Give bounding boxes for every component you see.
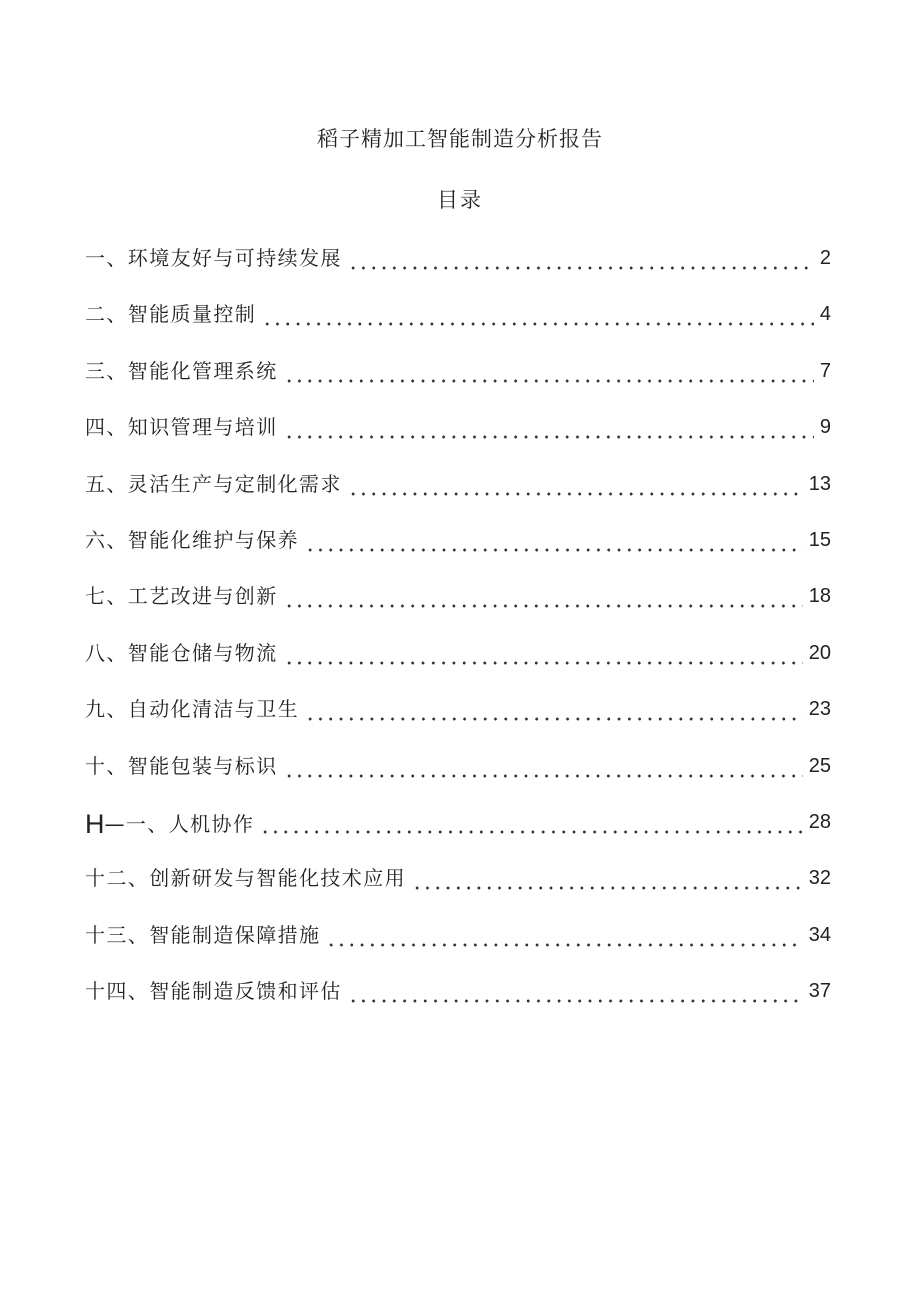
toc-page-number: 2 xyxy=(819,247,831,269)
toc-page-number: 20 xyxy=(808,641,831,664)
toc-dot-leader xyxy=(284,356,814,386)
toc-entry[interactable] xyxy=(85,694,831,750)
toc-entry-label: 四、知识管理与培训 xyxy=(85,415,278,440)
toc-entry-label: 十三、智能制造保障措施 xyxy=(85,922,321,947)
toc-page-number: 34 xyxy=(808,923,831,946)
toc-dot-leader xyxy=(348,469,803,499)
toc-dot-leader xyxy=(284,638,803,668)
toc-entry-label: 八、智能仓储与物流 xyxy=(85,640,278,665)
toc-entry-label: 三、智能化管理系统 xyxy=(85,358,278,383)
toc-entry-label-prefix: H xyxy=(85,808,105,839)
toc-dot-leader xyxy=(262,299,814,329)
toc-entry[interactable] xyxy=(85,243,831,299)
toc-entry-label: 十二、创新研发与智能化技术应用 xyxy=(85,866,406,891)
toc-entry-label: 十四、智能制造反馈和评估 xyxy=(85,979,342,1004)
toc-entry-label xyxy=(85,807,254,839)
toc-entry-label: 九、自动化清洁与卫生 xyxy=(85,697,299,722)
toc-entry[interactable] xyxy=(85,356,831,412)
toc-dot-leader xyxy=(348,243,814,273)
toc-dot-leader xyxy=(284,412,814,442)
toc-heading: 目录 xyxy=(437,188,483,212)
document-title: 稻子精加工智能制造分析报告 xyxy=(317,127,603,151)
toc-page-number: 37 xyxy=(808,980,831,1003)
toc-entry[interactable] xyxy=(85,299,831,355)
toc-entry[interactable] xyxy=(85,976,831,1032)
toc-dot-leader xyxy=(305,694,803,724)
toc-entry[interactable] xyxy=(85,751,831,807)
toc-entry[interactable] xyxy=(85,412,831,468)
toc-entry[interactable] xyxy=(85,638,831,694)
toc-entry-label-text: —一、人机协作 xyxy=(104,811,255,836)
toc-dot-leader xyxy=(412,863,803,893)
toc-dot-leader xyxy=(284,581,803,611)
toc-entry[interactable] xyxy=(85,863,831,919)
toc-page-number: 18 xyxy=(808,585,831,608)
toc-entry-label: 六、智能化维护与保养 xyxy=(85,527,299,552)
toc-dot-leader xyxy=(326,920,802,950)
toc-page-number: 13 xyxy=(808,472,831,495)
toc-page-number: 4 xyxy=(819,303,831,326)
toc-dot-leader xyxy=(348,976,803,1006)
toc-page-number: 7 xyxy=(819,359,831,382)
toc-entry[interactable] xyxy=(85,807,831,863)
toc-dot-leader xyxy=(305,525,803,555)
toc-page-number: 32 xyxy=(808,867,831,890)
toc-page-number: 9 xyxy=(819,416,831,439)
toc-dot-leader xyxy=(284,751,803,781)
toc-page-number: 28 xyxy=(808,810,831,833)
toc-page-number: 23 xyxy=(808,698,831,721)
toc-entry[interactable] xyxy=(85,581,831,637)
toc-entry-label: 七、工艺改进与创新 xyxy=(85,584,278,609)
toc-page-number: 15 xyxy=(808,528,831,551)
toc-entry-label: 十、智能包装与标识 xyxy=(85,753,278,778)
toc-entry-label: 一、环境友好与可持续发展 xyxy=(85,246,342,270)
toc-page-number: 25 xyxy=(808,754,831,777)
toc-dot-leader xyxy=(260,807,802,837)
toc-entry[interactable] xyxy=(85,920,831,976)
table-of-contents xyxy=(85,243,831,1032)
toc-entry[interactable] xyxy=(85,525,831,581)
toc-entry-label: 五、灵活生产与定制化需求 xyxy=(85,471,342,496)
toc-entry[interactable] xyxy=(85,469,831,525)
toc-entry-label: 二、智能质量控制 xyxy=(85,302,257,327)
